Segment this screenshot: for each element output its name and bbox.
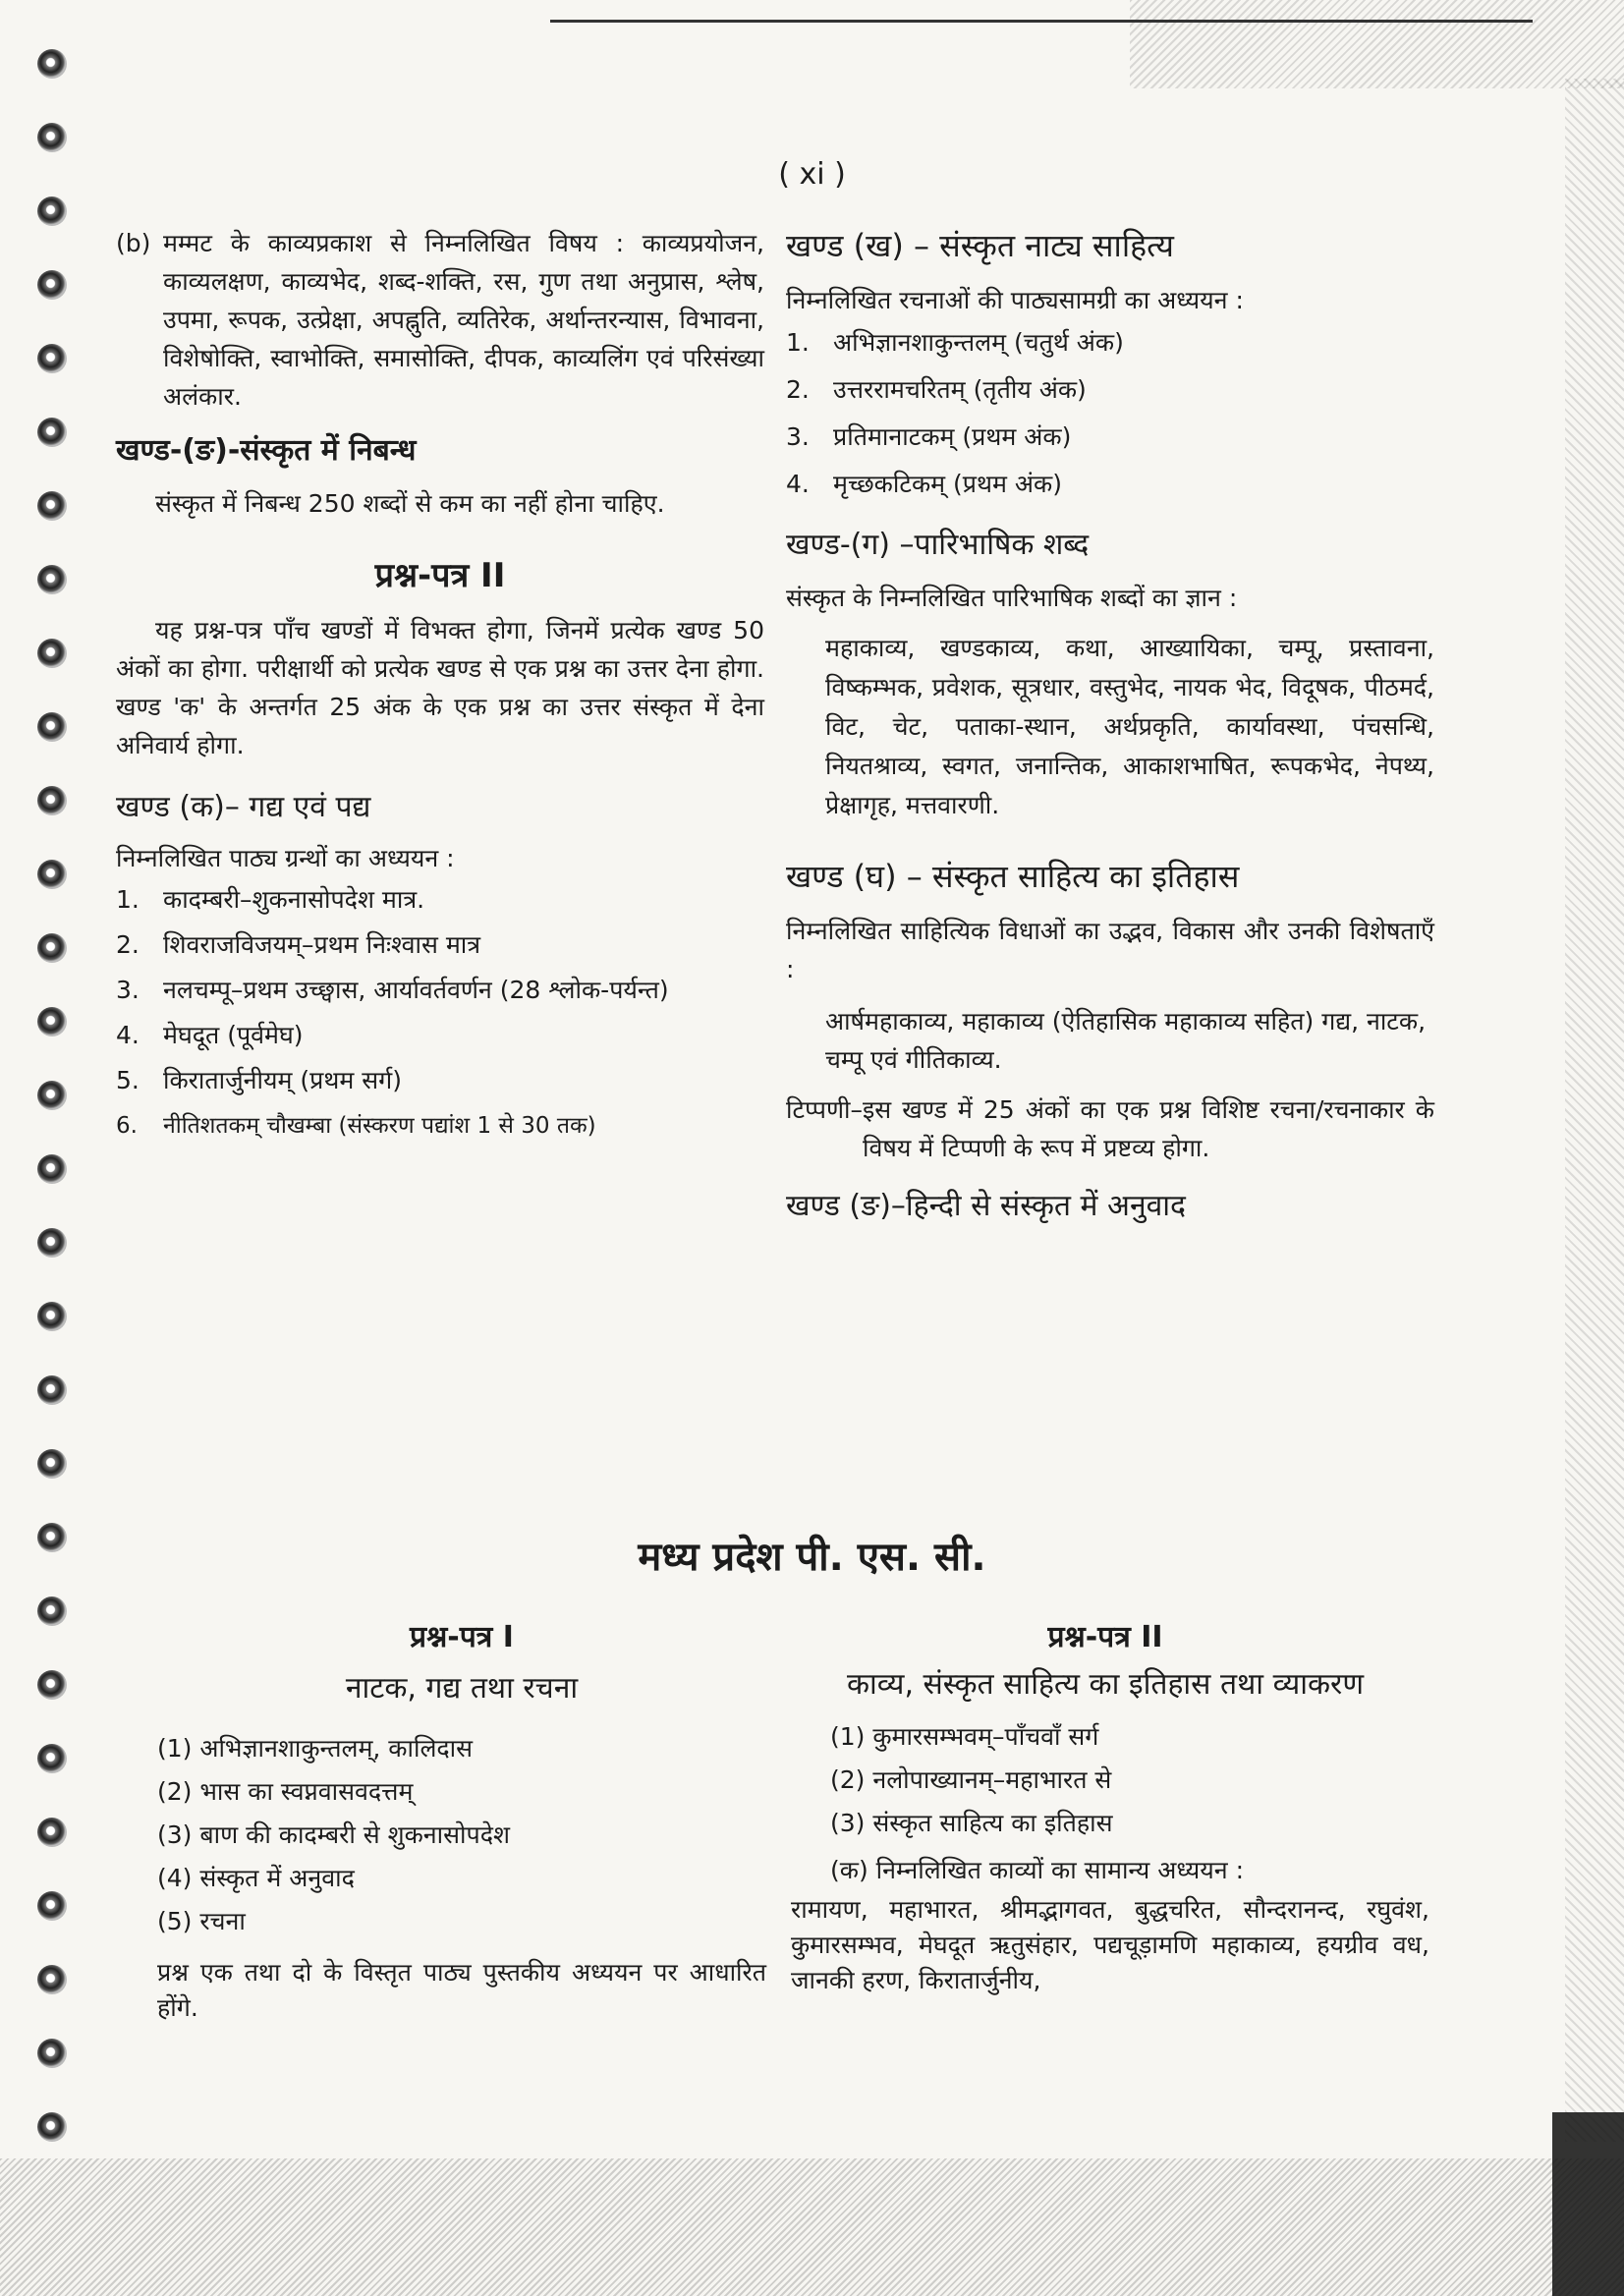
binding-hole: [37, 491, 67, 521]
left-column: [116, 224, 764, 1148]
binding-hole: [37, 2039, 67, 2068]
khand-ka-intro: निम्नलिखित पाठ्य ग्रन्थों का अध्ययन :: [116, 844, 455, 872]
item-b-marker: (b): [116, 229, 151, 257]
binding-hole: [37, 933, 67, 963]
binding-hole: [37, 1818, 67, 1847]
khand-ga-intro: संस्कृत के निम्नलिखित पारिभाषिक शब्दों का ज्ञान :: [786, 584, 1238, 612]
list-item: (1) अभिज्ञानशाकुन्तलम्, कालिदास: [157, 1734, 474, 1763]
khand-kha-list: [786, 319, 1434, 508]
binding-hole: [37, 1891, 67, 1921]
list-item: 1. कादम्बरी–शुकनासोपदेश मात्र.: [116, 885, 425, 914]
binding-hole: [37, 1154, 67, 1184]
item-b: [116, 224, 764, 416]
list-item: 3. नलचम्पू–प्रथम उच्छ्वास, आर्यावर्तवर्णन (28 श्लोक-पर्यन्त): [116, 976, 669, 1004]
right-column: [786, 224, 1434, 1228]
mp-paper2-heading: प्रश्न-पत्र II: [1047, 1620, 1163, 1654]
mp-paper1-subheading: नाटक, गद्य तथा रचना: [345, 1671, 579, 1706]
khand-gha-list: आर्षमहाकाव्य, महाकाव्य (ऐतिहासिक महाकाव्य सहित) गद्य, नाटक, चम्पू एवं गीतिकाव्य.: [825, 1007, 1427, 1074]
binding-hole: [37, 786, 67, 815]
binding-hole: [37, 2112, 67, 2142]
binding-hole: [37, 270, 67, 300]
section-title: मध्य प्रदेश पी. एस. सी.: [638, 1535, 986, 1580]
binding-hole: [37, 712, 67, 742]
mp-paper2-subheading: काव्य, संस्कृत साहित्य का इतिहास तथा व्याकरण: [846, 1667, 1365, 1702]
binding-hole: [37, 123, 67, 152]
binding-hole: [37, 1965, 67, 1994]
khand-nga-heading: खण्ड-(ङ)-संस्कृत में निबन्ध: [116, 433, 417, 468]
list-item: 5. किरातार्जुनीयम् (प्रथम सर्ग): [116, 1066, 402, 1094]
list-item: 6. नीतिशतकम् चौखम्बा (संस्करण पद्यांश 1 से 30 तक): [116, 1113, 596, 1139]
paper2-text: यह प्रश्न-पत्र पाँच खण्डों में विभक्त होगा, जिनमें प्रत्येक खण्ड 50 अंकों का होगा. परीक्षार्थी को प्रत्येक खण्ड से एक प्रश्न का उत्तर देना होगा. खण्ड 'क' के अन्तर्गत 25 अंक के एक प्रश्न का उत्तर संस्कृत में देना अनिवार्य होगा.: [116, 616, 764, 759]
khand-ka-list: [116, 877, 764, 1148]
khand-nga-heading-right: खण्ड (ङ)–हिन्दी से संस्कृत में अनुवाद: [786, 1189, 1186, 1223]
binding-hole: [37, 1375, 67, 1405]
corner-smudge: [1552, 2112, 1624, 2296]
mp-paper1: [157, 1611, 766, 2026]
list-item: (3) संस्कृत साहित्य का इतिहास: [830, 1809, 1113, 1837]
paper2-heading: प्रश्न-पत्र II: [374, 556, 506, 595]
list-item: 4. मेघदूत (पूर्वमेघ): [116, 1021, 304, 1049]
mp-paper1-note: प्रश्न एक तथा दो के विस्तृत पाठ्य पुस्तकीय अध्ययन पर आधारित होंगे.: [157, 1958, 766, 2022]
binding-hole: [37, 1670, 67, 1700]
mp-paper2-subitem: (क) निम्नलिखित काव्यों का सामान्य अध्ययन :: [830, 1856, 1244, 1884]
list-item: 4. मृच्छकटिकम् (प्रथम अंक): [786, 470, 1062, 498]
item-b-text: मम्मट के काव्यप्रकाश से निम्नलिखित विषय : काव्यप्रयोजन, काव्यलक्षण, काव्यभेद, शब्द-शक्ति, रस, गुण तथा अनुप्रास, श्लेष, उपमा, रूपक, उत्प्रेक्षा, अपह्नुति, व्यतिरेक, अर्थान्तरन्यास, विभावना, विशेषोक्ति, स्वाभोक्ति, समासोक्ति, दीपक, काव्यलिंग एवं परिसंख्या अलंकार.: [163, 229, 764, 411]
binding-hole: [37, 1596, 67, 1626]
binding-hole: [37, 196, 67, 226]
scan-noise-top: [1130, 0, 1624, 88]
page-edge-line: [550, 20, 1533, 23]
binding-hole: [37, 1302, 67, 1331]
list-item: 2. उत्तररामचरितम् (तृतीय अंक): [786, 375, 1087, 404]
mp-paper2-works: रामायण, महाभारत, श्रीमद्भागवत, बुद्धचरित, सौन्दरानन्द, रघुवंश, कुमारसम्भव, मेघदूत ऋतुसंहार, पद्यचूड़ामणि महाकाव्य, हयग्रीव वध, जानकी हरण, किरातार्जुनीय,: [791, 1895, 1429, 1994]
khand-kha-intro: निम्नलिखित रचनाओं की पाठ्यसामग्री का अध्ययन :: [786, 286, 1244, 314]
scan-noise-bottom: [0, 2158, 1624, 2296]
binding-hole: [37, 860, 67, 889]
list-item: 1. अभिज्ञानशाकुन्तलम् (चतुर्थ अंक): [786, 328, 1124, 357]
binding-hole: [37, 344, 67, 373]
khand-nga-text: संस्कृत में निबन्ध 250 शब्दों से कम का नहीं होना चाहिए.: [155, 489, 665, 518]
note-text: इस खण्ड में 25 अंकों का एक प्रश्न विशिष्ट रचना/रचनाकार के विषय में टिप्पणी के रूप में प्रष्टव्य होगा.: [863, 1095, 1434, 1162]
binding-hole: [37, 639, 67, 668]
page-number: ( xi ): [778, 157, 846, 192]
khand-gha-heading: खण्ड (घ) – संस्कृत साहित्य का इतिहास: [786, 858, 1240, 895]
note: [786, 1091, 1434, 1167]
khand-kha-heading: खण्ड (ख) – संस्कृत नाट्य साहित्य: [786, 227, 1174, 264]
binding-hole: [37, 1449, 67, 1479]
list-item: 2. शिवराजविजयम्–प्रथम निःश्वास मात्र: [116, 930, 481, 959]
list-item: (3) बाण की कादम्बरी से शुकनासोपदेश: [157, 1820, 510, 1849]
list-item: (2) नलोपाख्यानम्–महाभारत से: [830, 1765, 1112, 1794]
mp-paper2: [781, 1611, 1429, 1998]
binding-hole: [37, 1744, 67, 1773]
khand-gha-intro: निम्नलिखित साहित्यिक विधाओं का उद्भव, विकास और उनकी विशेषताएँ :: [786, 917, 1434, 983]
list-item: 3. प्रतिमानाटकम् (प्रथम अंक): [786, 422, 1072, 451]
binding-hole: [37, 1081, 67, 1110]
list-item: (1) कुमारसम्भवम्–पाँचवाँ सर्ग: [830, 1722, 1099, 1751]
mp-paper2-list: [781, 1715, 1429, 1845]
khand-ka-heading: खण्ड (क)– गद्य एवं पद्य: [116, 790, 371, 824]
khand-ga-terms: महाकाव्य, खण्डकाव्य, कथा, आख्यायिका, चम्पू, प्रस्तावना, विष्कम्भक, प्रवेशक, सूत्रधार, वस्तुभेद, नायक भेद, विदूषक, पीठमर्द, विट, चेट, पताका-स्थान, अर्थप्रकृति, कार्यावस्था, पंचसन्धि, नियतश्राव्य, स्वगत, जनान्तिक, आकाशभाषित, रूपकभेद, नेपथ्य, प्रेक्षागृह, मत्तवारणी.: [825, 634, 1434, 819]
binding-hole: [37, 1007, 67, 1036]
scan-noise-right: [1565, 79, 1624, 2142]
mp-paper1-heading: प्रश्न-पत्र I: [410, 1620, 514, 1654]
binding-hole: [37, 49, 67, 79]
note-label: टिप्पणी–: [786, 1095, 864, 1124]
binding-hole: [37, 1228, 67, 1258]
mp-paper1-list: [157, 1727, 766, 1943]
list-item: (2) भास का स्वप्नवासवदत्तम्: [157, 1777, 414, 1806]
binding-holes: [37, 29, 86, 2191]
binding-hole: [37, 565, 67, 594]
khand-ga-heading: खण्ड-(ग) –पारिभाषिक शब्द: [786, 528, 1090, 562]
binding-hole: [37, 418, 67, 447]
list-item: (5) रचना: [157, 1907, 246, 1935]
list-item: (4) संस्कृत में अनुवाद: [157, 1864, 355, 1892]
